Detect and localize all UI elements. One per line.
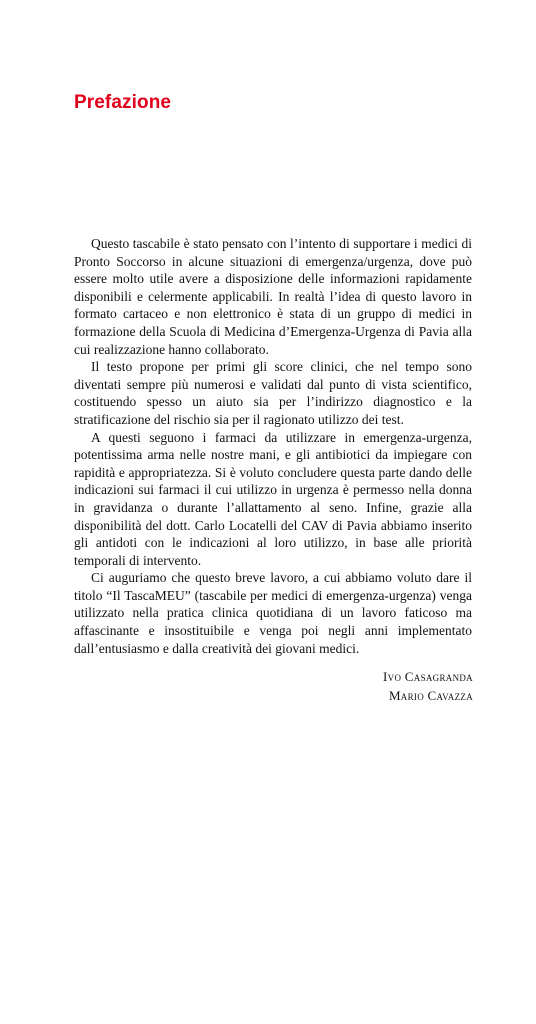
- signature-block: [383, 667, 473, 705]
- paragraph-2: Il testo propone per primi gli score clinici, che nel tempo sono diventati sempre più numerosi e validati dal punto di vista scientifico, costituendo spesso un aiuto sia per l’indirizzo diagnostico e la stratificazione del rischio sia per il ragionato utilizzo dei test.: [74, 359, 472, 427]
- preface-body: [74, 235, 472, 657]
- signature-author-2: Mario Cavazza: [388, 688, 473, 703]
- paragraph-1: Questo tascabile è stato pensato con l’intento di supportare i medici di Pronto Soccorso in alcune situazioni di emergenza/urgenza, dove può essere molto utile avere a disposizione delle informazioni rapidamente disponibili e celermente applicabili. In realtà l’idea di questo lavoro in formato cartaceo e non elettronico è stata di un gruppo di medici in formazione della Scuola di Medicina d’Emergenza-Urgenza di Pavia alla cui realizzazione hanno collaborato.: [74, 236, 472, 357]
- paragraph-3: A questi seguono i farmaci da utilizzare in emergenza-urgenza, potentissima arma nelle nostre mani, e gli antibiotici da impiegare con rapidità e appropriatezza. Si è voluto concludere questa parte dando delle indicazioni sui farmaci il cui utilizzo in urgenza è permesso nella donna in gravidanza o durante l’allattamento al seno. Infine, grazie alla disponibilità del dott. Carlo Locatelli del CAV di Pavia abbiamo inserito gli antidoti con le indicazioni al loro utilizzo, in base alle priorità temporali di intervento.: [74, 429, 472, 568]
- page-title: Prefazione: [74, 92, 172, 113]
- signature-author-1: Ivo Casagranda: [383, 669, 473, 684]
- paragraph-4: Ci auguriamo che questo breve lavoro, a cui abbiamo voluto dare il titolo “Il TascaMEU” (tascabile per medici di emergenza-urgenza) venga utilizzato nella pratica clinica quotidiana di un lavoro faticoso ma affascinante e insostituibile e venga poi negli anni implementato dall’entusiasmo e dalla creatività dei giovani medici.: [74, 570, 472, 656]
